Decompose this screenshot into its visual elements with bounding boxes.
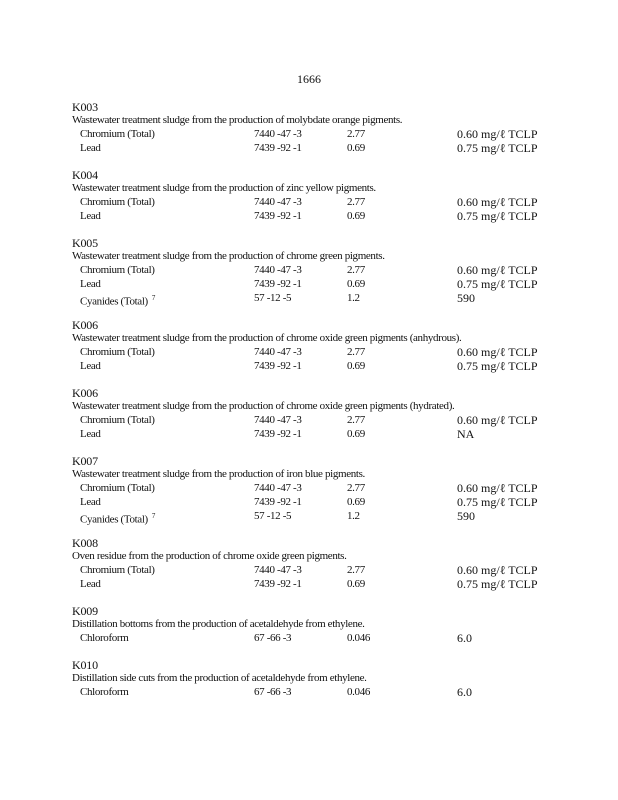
cas-number: 7439 -92 -1 xyxy=(254,142,302,154)
constituent-name xyxy=(80,291,155,309)
tclp-standard: 6.0 xyxy=(457,631,472,645)
concentration: 1.2 xyxy=(347,292,360,304)
waste-description: Wastewater treatment sludge from the production of chrome oxide green pigments (hydrated). xyxy=(72,400,455,412)
constituent-name-text: Chromium (Total) xyxy=(80,128,155,140)
concentration: 2.77 xyxy=(347,346,365,358)
cas-number: 7439 -92 -1 xyxy=(254,578,302,590)
constituent-name-text: Chromium (Total) xyxy=(80,414,155,426)
constituent-row xyxy=(72,427,552,441)
constituent-name-text: Lead xyxy=(80,210,101,222)
concentration: 0.69 xyxy=(347,360,365,372)
tclp-standard: 0.60 mg/ℓ TCLP xyxy=(457,481,538,495)
waste-description: Wastewater treatment sludge from the production of iron blue pigments. xyxy=(72,468,365,480)
cas-number: 7440 -47 -3 xyxy=(254,564,302,576)
waste-description: Wastewater treatment sludge from the production of molybdate orange pigments. xyxy=(72,114,403,126)
constituent-name-text: Lead xyxy=(80,428,101,440)
constituent-name-text: Lead xyxy=(80,278,101,290)
constituent-name xyxy=(80,195,155,209)
waste-section xyxy=(72,318,552,373)
tclp-standard: 0.75 mg/ℓ TCLP xyxy=(457,495,538,509)
waste-section xyxy=(72,536,552,591)
constituent-name xyxy=(80,413,155,427)
constituent-row xyxy=(72,359,552,373)
concentration: 0.046 xyxy=(347,686,371,698)
waste-code: K010 xyxy=(72,658,98,672)
constituent-name xyxy=(80,263,155,277)
tclp-standard: 0.75 mg/ℓ TCLP xyxy=(457,577,538,591)
waste-code: K006 xyxy=(72,318,98,332)
constituent-name-text: Chromium (Total) xyxy=(80,196,155,208)
constituent-name-text: Chromium (Total) xyxy=(80,564,155,576)
concentration: 2.77 xyxy=(347,196,365,208)
constituent-row xyxy=(72,495,552,509)
constituent-name xyxy=(80,345,155,359)
constituent-name-text: Chromium (Total) xyxy=(80,482,155,494)
constituent-name-text: Lead xyxy=(80,578,101,590)
constituent-name xyxy=(80,277,101,291)
constituent-row xyxy=(72,577,552,591)
waste-code: K008 xyxy=(72,536,98,550)
concentration: 0.69 xyxy=(347,578,365,590)
cas-number: 7439 -92 -1 xyxy=(254,360,302,372)
constituent-row xyxy=(72,563,552,577)
waste-section xyxy=(72,658,552,699)
constituent-row xyxy=(72,413,552,427)
constituent-name-text: Lead xyxy=(80,360,101,372)
constituent-name-text: Cyanides (Total) xyxy=(80,295,148,308)
constituent-name-text: Lead xyxy=(80,142,101,154)
constituent-row xyxy=(72,277,552,291)
constituent-name xyxy=(80,209,101,223)
tclp-standard: 0.60 mg/ℓ TCLP xyxy=(457,345,538,359)
constituent-name-text: Chromium (Total) xyxy=(80,346,155,358)
concentration: 1.2 xyxy=(347,510,360,522)
cas-number: 7440 -47 -3 xyxy=(254,264,302,276)
constituent-name-text: Chloroform xyxy=(80,632,129,644)
constituent-name xyxy=(80,631,128,645)
cas-number: 7440 -47 -3 xyxy=(254,196,302,208)
constituent-row xyxy=(72,291,552,308)
tclp-standard: 0.60 mg/ℓ TCLP xyxy=(457,413,538,427)
tclp-standard: NA xyxy=(457,427,475,441)
tclp-standard: 0.75 mg/ℓ TCLP xyxy=(457,141,538,155)
concentration: 0.69 xyxy=(347,210,365,222)
waste-code: K003 xyxy=(72,100,98,114)
waste-description: Wastewater treatment sludge from the production of zinc yellow pigments. xyxy=(72,182,376,194)
constituent-name xyxy=(80,359,101,373)
cas-number: 57 -12 -5 xyxy=(254,292,292,304)
constituent-name-text: Cyanides (Total) xyxy=(80,513,148,526)
cas-number: 7440 -47 -3 xyxy=(254,482,302,494)
waste-section xyxy=(72,386,552,441)
waste-section xyxy=(72,454,552,526)
constituent-name xyxy=(80,495,101,509)
constituent-name xyxy=(80,481,155,495)
waste-code: K006 xyxy=(72,386,98,400)
constituent-name xyxy=(80,127,155,141)
tclp-standard: 0.75 mg/ℓ TCLP xyxy=(457,209,538,223)
waste-section xyxy=(72,604,552,645)
waste-section xyxy=(72,168,552,223)
constituent-row xyxy=(72,631,552,645)
concentration: 0.69 xyxy=(347,278,365,290)
waste-description: Oven residue from the production of chrome oxide green pigments. xyxy=(72,550,347,562)
concentration: 2.77 xyxy=(347,128,365,140)
waste-section xyxy=(72,100,552,155)
constituent-row xyxy=(72,141,552,155)
page-number: 1666 xyxy=(297,72,321,86)
constituent-name-text: Chromium (Total) xyxy=(80,264,155,276)
tclp-standard: 6.0 xyxy=(457,685,472,699)
concentration: 0.046 xyxy=(347,632,371,644)
constituent-row xyxy=(72,345,552,359)
tclp-standard: 0.60 mg/ℓ TCLP xyxy=(457,195,538,209)
constituent-name xyxy=(80,577,101,591)
constituent-name xyxy=(80,685,128,699)
waste-description: Wastewater treatment sludge from the production of chrome green pigments. xyxy=(72,250,385,262)
footnote-marker: 7 xyxy=(151,512,156,520)
tclp-standard: 590 xyxy=(457,509,475,523)
waste-code: K004 xyxy=(72,168,98,182)
cas-number: 67 -66 -3 xyxy=(254,632,292,644)
constituent-name xyxy=(80,141,101,155)
waste-code: K005 xyxy=(72,236,98,250)
waste-code: K009 xyxy=(72,604,98,618)
concentration: 0.69 xyxy=(347,428,365,440)
constituent-row xyxy=(72,481,552,495)
concentration: 0.69 xyxy=(347,496,365,508)
constituent-name-text: Chloroform xyxy=(80,686,129,698)
concentration: 2.77 xyxy=(347,264,365,276)
constituent-name xyxy=(80,427,101,441)
waste-description: Distillation bottoms from the production of acetaldehyde from ethylene. xyxy=(72,618,365,630)
tclp-standard: 590 xyxy=(457,291,475,305)
constituent-row xyxy=(72,263,552,277)
waste-description: Wastewater treatment sludge from the production of chrome oxide green pigments (anhydrous). xyxy=(72,332,462,344)
tclp-standard: 0.75 mg/ℓ TCLP xyxy=(457,277,538,291)
cas-number: 7439 -92 -1 xyxy=(254,428,302,440)
waste-description: Distillation side cuts from the production of acetaldehyde from ethylene. xyxy=(72,672,367,684)
concentration: 2.77 xyxy=(347,414,365,426)
tclp-standard: 0.75 mg/ℓ TCLP xyxy=(457,359,538,373)
cas-number: 7439 -92 -1 xyxy=(254,210,302,222)
cas-number: 7440 -47 -3 xyxy=(254,346,302,358)
cas-number: 7439 -92 -1 xyxy=(254,278,302,290)
cas-number: 7440 -47 -3 xyxy=(254,414,302,426)
tclp-standard: 0.60 mg/ℓ TCLP xyxy=(457,127,538,141)
waste-code: K007 xyxy=(72,454,98,468)
constituent-row xyxy=(72,127,552,141)
constituent-row xyxy=(72,509,552,526)
tclp-standard: 0.60 mg/ℓ TCLP xyxy=(457,563,538,577)
constituent-name-text: Lead xyxy=(80,496,101,508)
waste-section xyxy=(72,236,552,308)
concentration: 2.77 xyxy=(347,564,365,576)
concentration: 2.77 xyxy=(347,482,365,494)
concentration: 0.69 xyxy=(347,142,365,154)
constituent-row xyxy=(72,685,552,699)
constituent-name xyxy=(80,509,155,527)
cas-number: 7439 -92 -1 xyxy=(254,496,302,508)
constituent-name xyxy=(80,563,155,577)
tclp-standard: 0.60 mg/ℓ TCLP xyxy=(457,263,538,277)
footnote-marker: 7 xyxy=(151,294,156,302)
cas-number: 67 -66 -3 xyxy=(254,686,292,698)
cas-number: 7440 -47 -3 xyxy=(254,128,302,140)
constituent-row xyxy=(72,195,552,209)
cas-number: 57 -12 -5 xyxy=(254,510,292,522)
constituent-row xyxy=(72,209,552,223)
